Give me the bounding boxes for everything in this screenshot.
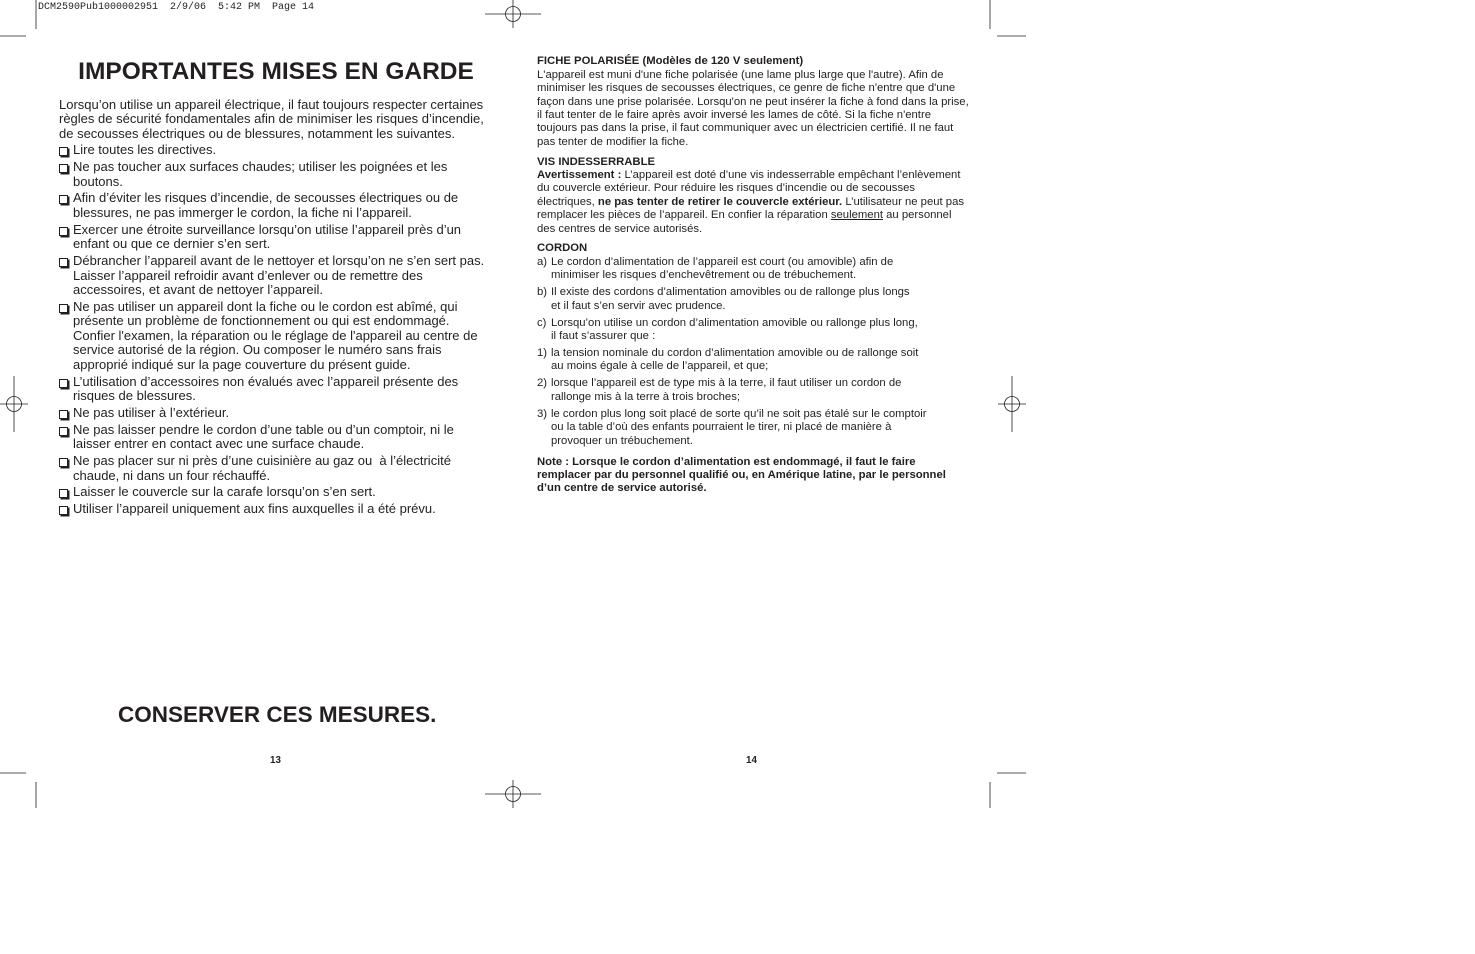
list-item: [537, 286, 977, 313]
text-line: rallonge mis à la terre à trois broches;: [551, 390, 740, 403]
checkbox-bullet-icon: [59, 410, 68, 419]
closing-heading: CONSERVER CES MESURES.: [118, 702, 437, 727]
checklist-item: [59, 160, 504, 189]
section-heading: VIS INDESSERRABLE: [537, 155, 656, 168]
text-line: Exercer une étroite surveillance lorsqu’on utilise l’appareil près d’un: [73, 221, 462, 237]
list-marker: 2): [537, 377, 548, 390]
section-paragraph: [537, 69, 977, 149]
text-line: Le cordon d’alimentation de l’appareil est court (ou amovible) afin de: [551, 255, 894, 268]
text-line: L’utilisation d’accessoires non évalués avec l’appareil présente des: [73, 373, 459, 389]
text-run: L’utilisateur ne peut pas: [842, 195, 965, 208]
text-line: la tension nominale du cordon d’alimentation amovible ou de rallonge soit: [551, 346, 919, 359]
text-line: [537, 169, 977, 182]
text-line: service autorisé de la région. Ou composer le numéro sans frais: [73, 342, 442, 358]
text-line: enfant ou que ce dernier s’en sert.: [73, 236, 271, 252]
section-cord: [537, 242, 977, 448]
checkbox-bullet-icon: [59, 506, 68, 515]
text-run: L’appareil est doté d’une vis indesserrable empêchant l’enlèvement: [621, 168, 961, 181]
registration-circle: [506, 787, 521, 802]
text-run: au personnel: [883, 209, 952, 222]
note-paragraph: [537, 456, 977, 496]
text-line: L'appareil est muni d'une fiche polarisée (une lame plus large que l'autre). Afin de: [537, 68, 944, 81]
text-line: des centres de service autorisés.: [537, 222, 703, 235]
text-line: approprié indiqué sur la page couverture du présent guide.: [73, 357, 411, 373]
registration-circle: [506, 7, 521, 22]
checkbox-bullet-icon: [59, 304, 68, 313]
checkbox-bullet-icon: [59, 489, 68, 498]
text-line: et il faut s’en servir avec prudence.: [551, 299, 726, 312]
checkbox-bullet-icon: [59, 427, 68, 436]
checkbox-bullet-icon: [59, 147, 68, 156]
list-item: [537, 317, 977, 344]
text-line: Laisser l’appareil refroidir avant d’enlever ou de remettre des: [73, 267, 423, 283]
text-line: Ne pas toucher aux surfaces chaudes; utiliser les poignées et les: [73, 159, 448, 175]
right-column: [537, 55, 977, 496]
registration-mark-bottom: [485, 780, 541, 808]
text-line: Ne pas utiliser à l’extérieur.: [73, 405, 230, 421]
text-run: remplacer les pièces de l’appareil. En confier la réparation: [537, 209, 831, 222]
text-line: façon dans une prise polarisée. Lorsqu'on ne peut insérer la fiche à fond dans la prise,: [537, 95, 969, 108]
list-item: [537, 377, 977, 404]
registration-mark-left: [0, 376, 28, 432]
underlined-text: seulement: [830, 209, 883, 222]
text-line: Lorsqu’on utilise un appareil électrique, il faut toujours respecter certaines: [59, 96, 484, 112]
safety-checklist: [59, 143, 504, 516]
registration-circle: [7, 397, 22, 412]
text-line: pas tenter de modifier la fiche.: [537, 135, 689, 148]
list-marker: c): [537, 316, 547, 329]
text-line: minimiser les risques d’enchevêtrement ou de trébuchement.: [551, 269, 857, 282]
bold-text: ne pas tenter de retirer le couvercle extérieur.: [597, 195, 843, 208]
crop-mark-top-right: [990, 0, 1026, 36]
checkbox-bullet-icon: [59, 195, 68, 204]
text-line: Ne pas laisser pendre le cordon d’une table ou d’un comptoir, ni le: [73, 421, 454, 437]
text-line: toujours pas dans la prise, il faut communiquer avec un électricien certifié. Il ne faut: [537, 122, 954, 135]
checklist-item: [59, 300, 504, 373]
checklist-item: [59, 143, 504, 158]
text-line: de secousses électriques ou de blessures, notamment les suivantes.: [59, 125, 455, 141]
list-marker: 1): [537, 346, 548, 359]
text-line: laisser entrer en contact avec une surface chaude.: [73, 436, 365, 452]
section-heading: CORDON: [537, 242, 588, 255]
text-line: boutons.: [73, 173, 123, 189]
text-line: Afin d’éviter les risques d’incendie, de secousses électriques ou de: [73, 190, 459, 206]
checklist-item: [59, 423, 504, 452]
page-number: 13: [270, 754, 281, 766]
text-line: provoquer un trébuchement.: [551, 434, 693, 447]
text-line: risques de blessures.: [73, 388, 196, 404]
text-line: du couvercle extérieur. Pour réduire les risques d’incendie ou de secousses: [537, 182, 916, 195]
text-line: Il existe des cordons d’alimentation amovibles ou de rallonge plus longs: [551, 286, 910, 299]
text-line: Note : Lorsque le cordon d’alimentation est endommagé, il faut le faire: [537, 455, 916, 468]
text-line: présente un problème de fonctionnement ou qui est endommagé.: [73, 313, 450, 329]
print-slug: DCM2590Pub1000002951 2/9/06 5:42 PM Page 14: [38, 2, 315, 13]
section-tamper-screw: [537, 156, 977, 236]
crop-mark-bottom-right: [990, 773, 1026, 808]
checkbox-bullet-icon: [59, 379, 68, 388]
list-item: [537, 256, 977, 283]
list-item: [537, 347, 977, 374]
checklist-item: [59, 191, 504, 220]
text-line: [537, 196, 977, 209]
list-marker: a): [537, 255, 548, 268]
text-line: remplacer par du personnel qualifié ou, en Amérique latine, par le personnel: [537, 469, 946, 482]
text-line: Laisser le couvercle sur la carafe lorsqu’on s’en sert.: [73, 484, 376, 500]
checklist-item: [59, 406, 504, 421]
text-line: il faut tenter de le faire après avoir inversé les lames de côté. Si la fiche n'entre: [537, 108, 931, 121]
checklist-item: [59, 485, 504, 500]
crop-mark-top-left: [0, 0, 36, 36]
text-line: Utiliser l’appareil uniquement aux fins auxquelles il a été prévu.: [73, 501, 436, 517]
text-line: minimiser les risques de secousses électriques, ce genre de fiche n'entre que d'une: [537, 82, 956, 95]
checklist-item: [59, 454, 504, 483]
text-line: d’un centre de service autorisé.: [537, 482, 707, 495]
checkbox-bullet-icon: [59, 227, 68, 236]
text-line: accessoires, et avant de nettoyer l’appareil.: [73, 282, 324, 298]
registration-mark-right: [998, 376, 1026, 432]
cord-list: [537, 256, 977, 448]
text-line: règles de sécurité fondamentales afin de minimiser les risques d’incendie,: [59, 111, 484, 127]
text-line: il faut s’assurer que :: [551, 329, 656, 342]
checkbox-bullet-icon: [59, 164, 68, 173]
section-heading: FICHE POLARISÉE (Modèles de 120 V seulement): [537, 55, 804, 68]
text-line: ou la table d’où des enfants pourraient le tirer, ni placé de manière à: [551, 421, 892, 434]
text-line: [537, 209, 977, 222]
text-line: chaude, ni dans un four réchauffé.: [73, 467, 271, 483]
list-marker: 3): [537, 407, 548, 420]
section-polarized-plug: [537, 55, 977, 149]
section-paragraph: [537, 169, 977, 236]
text-line: Ne pas utiliser un appareil dont la fiche ou le cordon est abîmé, qui: [73, 298, 458, 314]
text-line: Ne pas placer sur ni près d’une cuisinière au gaz ou à l’électricité: [73, 453, 451, 469]
checklist-item: [59, 223, 504, 252]
checklist-item: [59, 254, 504, 298]
checkbox-bullet-icon: [59, 258, 68, 267]
text-line: Lire toutes les directives.: [73, 142, 217, 158]
registration-mark-top: [485, 0, 541, 28]
list-item: [537, 408, 977, 448]
registration-circle: [1005, 397, 1020, 412]
text-line: lorsque l’appareil est de type mis à la terre, il faut utiliser un cordon de: [551, 377, 902, 390]
text-line: Débrancher l’appareil avant de le nettoyer et lorsqu’on ne s’en sert pas.: [73, 253, 485, 268]
text-line: au moins égale à celle de l’appareil, et que;: [551, 360, 769, 373]
checkbox-bullet-icon: [59, 458, 68, 467]
intro-paragraph: [59, 98, 504, 142]
page-number: 14: [746, 754, 757, 766]
crop-mark-bottom-left: [0, 773, 36, 808]
checklist-item: [59, 502, 504, 517]
safety-instructions: [59, 98, 504, 517]
list-marker: b): [537, 286, 548, 299]
page-title: IMPORTANTES MISES EN GARDE: [78, 58, 474, 85]
text-line: blessures, ne pas immerger le cordon, la fiche ni l’appareil.: [73, 204, 412, 220]
text-line: Lorsqu’on utilise un cordon d’alimentation amovible ou rallonge plus long,: [551, 316, 918, 329]
text-line: le cordon plus long soit placé de sorte qu’il ne soit pas étalé sur le comptoir: [551, 407, 927, 420]
text-line: Confier l'examen, la réparation ou le réglage de l'appareil au centre de: [73, 327, 478, 343]
text-run: électriques,: [537, 195, 598, 208]
bold-text: Avertissement :: [537, 168, 622, 181]
checklist-item: [59, 375, 504, 404]
